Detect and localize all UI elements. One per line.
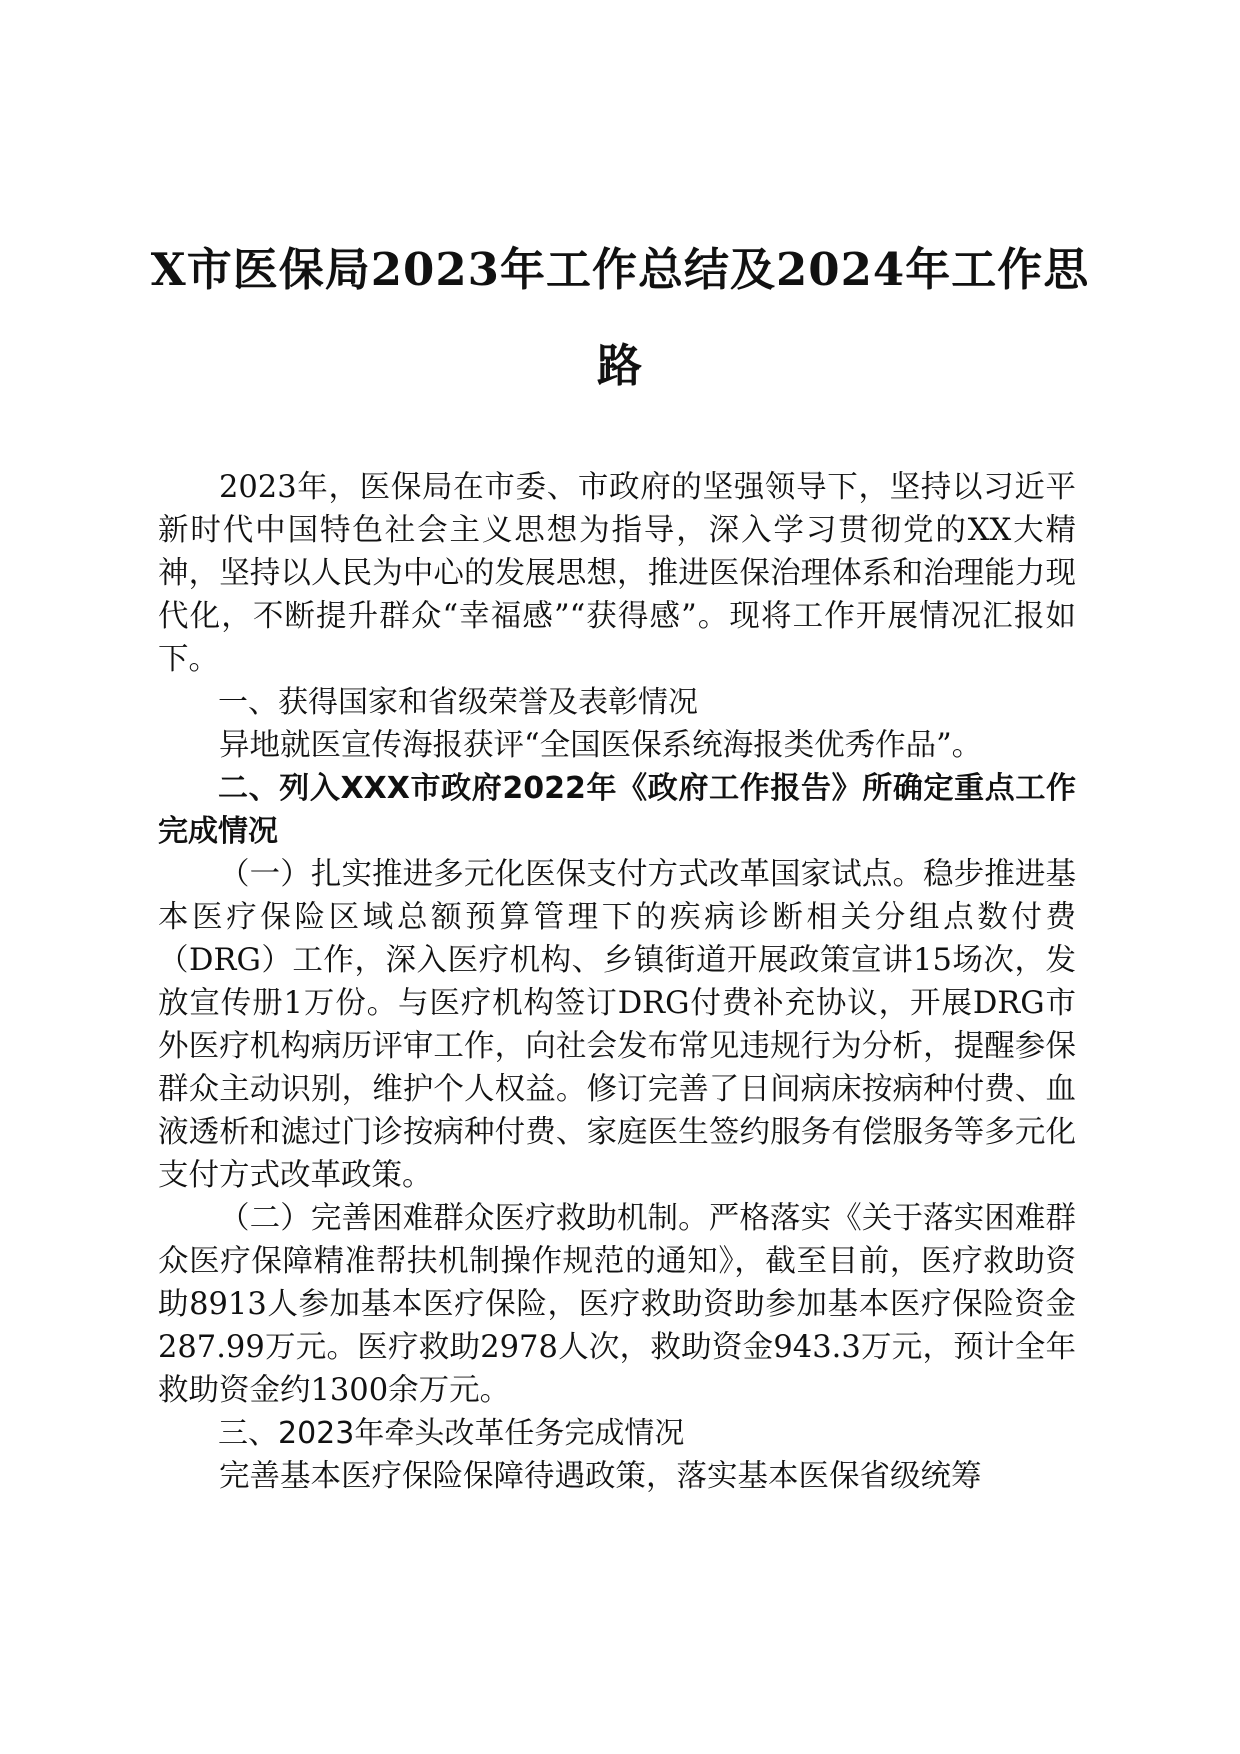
drg-reform-paragraph: （一）扎实推进多元化医保支付方式改革国家试点。稳步推进基本医疗保险区域总额预算管理下的疾病诊断相关分组点数付费（DRG）工作，深入医疗机构、乡镇街道开展政策宣讲15场次，发放宣传册1万份。与医疗机构签订DRG付费补充协议，开展DRG市外医疗机构病历评审工作，向社会发布常见违规行为分析，提醒参保群众主动识别，维护个人权益。修订完善了日间病床按病种付费、血液透析和滤过门诊按病种付费、家庭医生签约服务有偿服务等多元化支付方式改革政策。 — [158, 857, 1076, 1193]
section-heading-3: 三、2023年牵头改革任务完成情况 — [218, 1416, 685, 1451]
section-heading-2: 二、列入XXX市政府2022年《政府工作报告》所确定重点工作完成情况 — [158, 771, 1076, 849]
honor-paragraph: 异地就医宣传海报获评“全国医保系统海报类优秀作品”。 — [219, 728, 983, 763]
section-heading-1: 一、获得国家和省级荣誉及表彰情况 — [218, 685, 698, 720]
document-title: X市医保局2023年工作总结及2024年工作思路 — [150, 243, 1090, 392]
document-body — [158, 466, 1076, 1498]
medical-aid-paragraph: （二）完善困难群众医疗救助机制。严格落实《关于落实困难群众医疗保障精准帮扶机制操作规范的通知》，截至目前，医疗救助资助8913人参加基本医疗保险，医疗救助资助参加基本医疗保险资金287.99万元。医疗救助2978人次，救助资金943.3万元，预计全年救助资金约1300余万元。 — [158, 1201, 1076, 1408]
intro-paragraph: 2023年，医保局在市委、市政府的坚强领导下，坚持以习近平新时代中国特色社会主义思想为指导，深入学习贯彻党的XX大精神，坚持以人民为中心的发展思想，推进医保治理体系和治理能力现代化，不断提升群众“幸福感”“获得感”。现将工作开展情况汇报如下。 — [158, 470, 1076, 677]
insurance-policy-paragraph: 完善基本医疗保险保障待遇政策，落实基本医保省级统筹 — [219, 1459, 982, 1494]
